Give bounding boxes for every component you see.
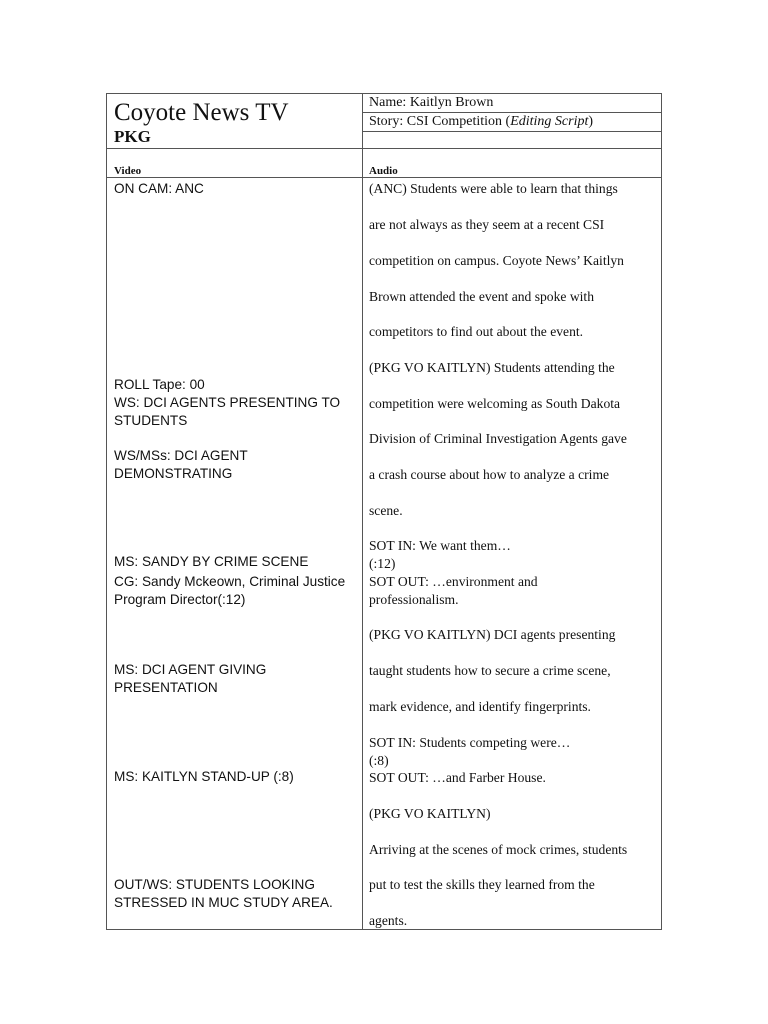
video-cue: OUT/WS: STUDENTS LOOKING	[114, 877, 315, 892]
row-divider	[107, 177, 662, 178]
video-cue: STUDENTS	[114, 413, 188, 428]
audio-line: SOT OUT: …environment and	[369, 574, 538, 589]
video-cue: ON CAM: ANC	[114, 181, 204, 196]
script-table	[106, 93, 662, 930]
audio-line: taught students how to secure a crime scene,	[369, 663, 611, 678]
reporter-name: Name: Kaitlyn Brown	[369, 95, 494, 110]
row-divider	[107, 148, 662, 149]
audio-line: (ANC) Students were able to learn that things	[369, 181, 618, 196]
audio-line: scene.	[369, 503, 403, 518]
video-column-header: Video	[114, 165, 142, 177]
video-cue: DEMONSTRATING	[114, 466, 233, 481]
audio-line: competitors to find out about the event.	[369, 324, 584, 339]
video-cue: MS: DCI AGENT GIVING	[114, 662, 267, 677]
audio-line: (PKG VO KAITLYN) Students attending the	[369, 360, 615, 375]
audio-line: Brown attended the event and spoke with	[369, 289, 594, 304]
audio-line: Arriving at the scenes of mock crimes, students	[369, 842, 628, 857]
audio-line: SOT OUT: …and Farber House.	[369, 770, 546, 785]
audio-line: (PKG VO KAITLYN) DCI agents presenting	[369, 627, 616, 642]
audio-line: mark evidence, and identify fingerprints.	[369, 699, 591, 714]
video-cue: ROLL Tape: 00	[114, 377, 205, 392]
row-divider	[362, 131, 662, 132]
audio-line: agents.	[369, 913, 408, 928]
audio-line: (:12)	[369, 556, 396, 571]
column-divider	[362, 94, 363, 929]
video-cue: STRESSED IN MUC STUDY AREA.	[114, 895, 333, 910]
video-cue: Program Director(:12)	[114, 592, 246, 607]
row-divider	[362, 112, 662, 113]
audio-line: SOT IN: Students competing were…	[369, 735, 571, 750]
audio-line: (:8)	[369, 753, 389, 768]
audio-line: professionalism.	[369, 592, 459, 607]
story-title: Story: CSI Competition (Editing Script)	[369, 114, 594, 129]
video-cue: MS: SANDY BY CRIME SCENE	[114, 554, 309, 569]
audio-line: are not always as they seem at a recent CSI	[369, 217, 605, 232]
audio-line: competition on campus. Coyote News’ Kaitlyn	[369, 253, 624, 268]
audio-line: Division of Criminal Investigation Agents gave	[369, 431, 627, 446]
audio-line: (PKG VO KAITLYN)	[369, 806, 491, 821]
format-label: PKG	[114, 127, 151, 146]
audio-line: competition were welcoming as South Dakota	[369, 396, 621, 411]
video-cue: WS/MSs: DCI AGENT	[114, 448, 248, 463]
video-cue: WS: DCI AGENTS PRESENTING TO	[114, 395, 341, 410]
audio-column-header: Audio	[369, 165, 398, 177]
video-cue: MS: KAITLYN STAND-UP (:8)	[114, 769, 294, 784]
video-cue: PRESENTATION	[114, 680, 218, 695]
station-title: Coyote News TV	[114, 99, 289, 126]
audio-line: put to test the skills they learned from the	[369, 877, 595, 892]
video-cue: CG: Sandy Mckeown, Criminal Justice	[114, 574, 346, 589]
audio-line: a crash course about how to analyze a crime	[369, 467, 610, 482]
audio-line: SOT IN: We want them…	[369, 538, 511, 553]
